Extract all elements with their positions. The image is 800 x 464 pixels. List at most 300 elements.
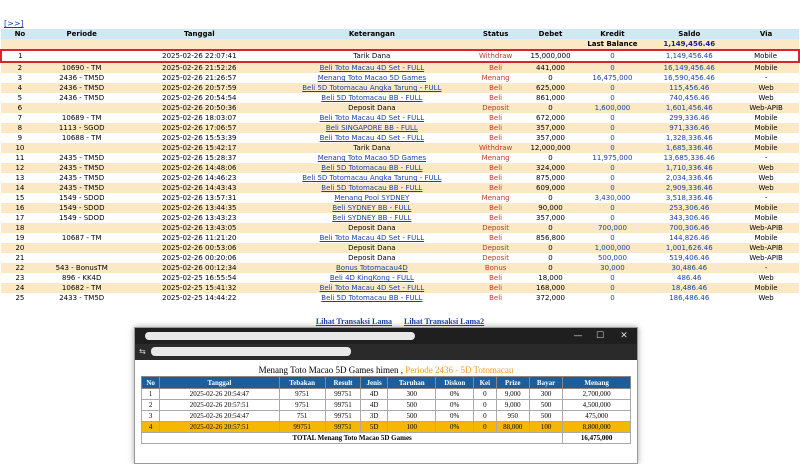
row-status: Beli xyxy=(470,293,522,303)
table-row xyxy=(1,263,799,273)
row-status: Menang xyxy=(470,73,522,83)
row-no: 5 xyxy=(1,93,39,103)
row-status: Withdraw xyxy=(470,50,522,62)
row-tanggal: 2025-02-26 14:46:23 xyxy=(125,173,274,183)
row-saldo: 16,590,456.46 xyxy=(645,73,733,83)
bet-row xyxy=(142,411,631,422)
row-tanggal: 2025-02-26 13:57:31 xyxy=(125,193,274,203)
bet-cell-diskon: 0% xyxy=(436,411,474,422)
row-periode: 1113 - SGOD xyxy=(39,123,125,133)
row-keterangan-link[interactable]: Beli Toto Macau 4D Set - FULL xyxy=(274,133,470,143)
row-no: 11 xyxy=(1,153,39,163)
table-row xyxy=(1,283,799,293)
row-keterangan-link[interactable]: Beli 5D Totomacau BB - FULL xyxy=(274,293,470,303)
row-tanggal: 2025-02-26 15:42:17 xyxy=(125,143,274,153)
row-keterangan: Deposit Dana xyxy=(274,223,470,233)
row-periode: 2436 - TM5D xyxy=(39,83,125,93)
bet-cell-no: 1 xyxy=(142,389,160,400)
row-debet: 0 xyxy=(522,103,580,113)
row-debet: 0 xyxy=(522,253,580,263)
bet-row xyxy=(142,400,631,411)
page-info-icon[interactable]: ⇆ xyxy=(139,347,146,356)
row-via: Mobile xyxy=(733,283,799,293)
bet-col-diskon: Diskon xyxy=(436,377,474,389)
row-debet: 0 xyxy=(522,263,580,273)
row-tanggal: 2025-02-26 11:21:20 xyxy=(125,233,274,243)
row-tanggal: 2025-02-26 13:44:35 xyxy=(125,203,274,213)
bet-cell-kei: 0 xyxy=(474,411,497,422)
row-via: - xyxy=(733,193,799,203)
bet-cell-no: 4 xyxy=(142,422,160,433)
row-tanggal: 2025-02-26 20:50:36 xyxy=(125,103,274,113)
bet-cell-tebakan: 99751 xyxy=(279,422,325,433)
bet-cell-kei: 0 xyxy=(474,400,497,411)
row-kredit: 0 xyxy=(579,173,645,183)
popup-title-main: Menang Toto Macao 5D Games himen , xyxy=(258,365,403,375)
row-saldo: 1,149,456.46 xyxy=(645,50,733,62)
row-kredit: 0 xyxy=(579,123,645,133)
row-kredit: 0 xyxy=(579,50,645,62)
bet-total-value: 16,475,000 xyxy=(563,433,631,444)
row-periode: 2435 - TM5D xyxy=(39,173,125,183)
table-row xyxy=(1,103,799,113)
bet-cell-tanggal: 2025-02-26 20:57:51 xyxy=(160,400,279,411)
row-status: Deposit xyxy=(470,223,522,233)
row-via: Web xyxy=(733,163,799,173)
bet-col-no: No xyxy=(142,377,160,389)
row-via: Mobile xyxy=(733,213,799,223)
old-transactions-2-link[interactable]: Lihat Transaksi Lama2 xyxy=(404,317,485,326)
bet-cell-bayar: 500 xyxy=(529,411,562,422)
row-status: Beli xyxy=(470,233,522,243)
row-keterangan-link[interactable]: Beli 4D KingKong - FULL xyxy=(274,273,470,283)
bet-col-kei: Kei xyxy=(474,377,497,389)
row-periode: 2435 - TM5D xyxy=(39,153,125,163)
row-keterangan-link[interactable]: Beli SYDNEY BB - FULL xyxy=(274,213,470,223)
row-status: Deposit xyxy=(470,243,522,253)
row-status: Beli xyxy=(470,203,522,213)
row-periode: 10690 - TM xyxy=(39,62,125,73)
bet-col-tanggal: Tanggal xyxy=(160,377,279,389)
row-saldo: 1,328,336.46 xyxy=(645,133,733,143)
row-debet: 875,000 xyxy=(522,173,580,183)
row-via: Mobile xyxy=(733,203,799,213)
table-row xyxy=(1,203,799,213)
row-status: Beli xyxy=(470,213,522,223)
bet-cell-tanggal: 2025-02-26 20:54:47 xyxy=(160,411,279,422)
row-no: 4 xyxy=(1,83,39,93)
table-row xyxy=(1,273,799,283)
row-tanggal: 2025-02-26 22:07:41 xyxy=(125,50,274,62)
bet-cell-jenis: 4D xyxy=(361,400,388,411)
row-kredit: 1,600,000 xyxy=(579,103,645,113)
bet-cell-menang: 4,500,000 xyxy=(563,400,631,411)
row-periode: 2436 - TM5D xyxy=(39,93,125,103)
row-saldo: 2,909,336.46 xyxy=(645,183,733,193)
row-kredit: 0 xyxy=(579,93,645,103)
col-no: No xyxy=(1,29,39,39)
minimize-icon[interactable]: — xyxy=(573,331,583,341)
row-via: Mobile xyxy=(733,133,799,143)
row-keterangan-link[interactable]: Menang Toto Macao 5D Games xyxy=(274,73,470,83)
row-keterangan-link[interactable]: Beli Toto Macau 4D Set - FULL xyxy=(274,113,470,123)
row-tanggal: 2025-02-26 14:48:06 xyxy=(125,163,274,173)
bet-cell-bayar: 100 xyxy=(529,422,562,433)
table-row xyxy=(1,163,799,173)
row-tanggal: 2025-02-26 13:43:23 xyxy=(125,213,274,223)
row-saldo: 30,486.46 xyxy=(645,263,733,273)
row-kredit: 0 xyxy=(579,133,645,143)
close-icon[interactable]: ✕ xyxy=(620,331,628,341)
bet-cell-prize: 9,000 xyxy=(496,389,529,400)
row-via: Mobile xyxy=(733,50,799,62)
row-tanggal: 2025-02-26 00:53:06 xyxy=(125,243,274,253)
table-row xyxy=(1,243,799,253)
bet-cell-result: 99751 xyxy=(325,422,360,433)
bet-cell-taruhan: 500 xyxy=(388,411,436,422)
bet-cell-tebakan: 9751 xyxy=(279,389,325,400)
window-title-redacted xyxy=(145,332,415,340)
bet-cell-kei: 0 xyxy=(474,389,497,400)
row-periode: 2435 - TM5D xyxy=(39,163,125,173)
row-saldo: 299,336.46 xyxy=(645,113,733,123)
maximize-icon[interactable]: ☐ xyxy=(595,331,605,341)
row-kredit: 0 xyxy=(579,62,645,73)
row-no: 25 xyxy=(1,293,39,303)
popup-title-periode: Periode 2436 - 5D Totomacau xyxy=(402,365,514,375)
winning-detail-popup xyxy=(134,327,638,464)
row-tanggal: 2025-02-25 15:41:32 xyxy=(125,283,274,293)
row-keterangan-link[interactable]: Beli 5D Totomacau Angka Tarung - FULL xyxy=(274,173,470,183)
row-tanggal: 2025-02-26 00:12:34 xyxy=(125,263,274,273)
row-periode: 1549 - SDOD xyxy=(39,193,125,203)
table-row xyxy=(1,233,799,243)
row-no: 7 xyxy=(1,113,39,123)
row-kredit: 0 xyxy=(579,233,645,243)
row-keterangan-link[interactable]: Menang Toto Macao 5D Games xyxy=(274,153,470,163)
row-tanggal: 2025-02-26 17:06:57 xyxy=(125,123,274,133)
row-status: Menang xyxy=(470,193,522,203)
row-saldo: 1,685,336.46 xyxy=(645,143,733,153)
row-no: 2 xyxy=(1,62,39,73)
bet-cell-jenis: 4D xyxy=(361,389,388,400)
row-no: 6 xyxy=(1,103,39,113)
table-header xyxy=(1,29,799,39)
row-kredit: 0 xyxy=(579,273,645,283)
last-balance-value: 1,149,456.46 xyxy=(645,39,733,50)
bet-cell-menang: 8,800,000 xyxy=(563,422,631,433)
row-saldo: 971,336.46 xyxy=(645,123,733,133)
row-periode xyxy=(39,143,125,153)
bet-cell-no: 3 xyxy=(142,411,160,422)
row-keterangan-link[interactable]: Bonus Totomacau4D xyxy=(274,263,470,273)
row-via: Web-APIB xyxy=(733,223,799,233)
row-debet: 0 xyxy=(522,153,580,163)
row-no: 18 xyxy=(1,223,39,233)
row-debet: 168,000 xyxy=(522,283,580,293)
col-tanggal: Tanggal xyxy=(125,29,274,39)
row-periode: 896 - KK4D xyxy=(39,273,125,283)
bet-cell-no: 2 xyxy=(142,400,160,411)
row-status: Beli xyxy=(470,183,522,193)
bet-col-taruhan: Taruhan xyxy=(388,377,436,389)
table-row xyxy=(1,293,799,303)
col-via: Via xyxy=(733,29,799,39)
bet-col-jenis: Jenis xyxy=(361,377,388,389)
row-saldo: 186,486.46 xyxy=(645,293,733,303)
row-keterangan-link[interactable]: Beli 5D Totomacau Angka Tarung - FULL xyxy=(274,83,470,93)
row-status: Deposit xyxy=(470,103,522,113)
history-links xyxy=(0,317,800,326)
row-kredit: 0 xyxy=(579,113,645,123)
row-saldo: 16,149,456.46 xyxy=(645,62,733,73)
col-keterangan: Keterangan xyxy=(274,29,470,39)
bet-col-tebakan: Tebakan xyxy=(279,377,325,389)
bet-cell-diskon: 0% xyxy=(436,389,474,400)
row-via: Web-APIB xyxy=(733,243,799,253)
bet-cell-result: 99751 xyxy=(325,411,360,422)
row-periode: 10687 - TM xyxy=(39,233,125,243)
bet-cell-taruhan: 100 xyxy=(388,422,436,433)
row-periode xyxy=(39,50,125,62)
row-no: 10 xyxy=(1,143,39,153)
row-tanggal: 2025-02-26 18:03:07 xyxy=(125,113,274,123)
row-no: 21 xyxy=(1,253,39,263)
row-keterangan-link[interactable]: Beli Toto Macau 4D Set - FULL xyxy=(274,233,470,243)
row-no: 3 xyxy=(1,73,39,83)
row-tanggal: 2025-02-26 00:20:06 xyxy=(125,253,274,263)
row-via: Mobile xyxy=(733,113,799,123)
row-debet: 357,000 xyxy=(522,213,580,223)
row-keterangan: Tarik Dana xyxy=(274,143,470,153)
row-debet: 90,000 xyxy=(522,203,580,213)
row-debet: 0 xyxy=(522,193,580,203)
table-row xyxy=(1,253,799,263)
row-no: 16 xyxy=(1,203,39,213)
row-status: Beli xyxy=(470,173,522,183)
row-kredit: 11,975,000 xyxy=(579,153,645,163)
row-via: Web xyxy=(733,183,799,193)
row-keterangan-link[interactable]: Beli 5D Totomacau BB - FULL xyxy=(274,93,470,103)
next-page-link[interactable]: [>>] xyxy=(4,19,24,28)
bet-cell-tanggal: 2025-02-26 20:54:47 xyxy=(160,389,279,400)
bet-cell-taruhan: 300 xyxy=(388,389,436,400)
row-tanggal: 2025-02-26 21:26:57 xyxy=(125,73,274,83)
window-titlebar xyxy=(135,328,637,344)
row-keterangan-link[interactable]: Beli 5D Totomacau BB - FULL xyxy=(274,163,470,173)
row-via: Web xyxy=(733,173,799,183)
transaction-table xyxy=(0,29,800,303)
row-debet: 0 xyxy=(522,243,580,253)
col-debet: Debet xyxy=(522,29,580,39)
bet-header xyxy=(142,377,631,389)
row-periode: 1549 - SDOD xyxy=(39,213,125,223)
row-no: 8 xyxy=(1,123,39,133)
row-via: - xyxy=(733,73,799,83)
row-status: Menang xyxy=(470,153,522,163)
address-bar xyxy=(135,344,637,360)
row-saldo: 18,486.46 xyxy=(645,283,733,293)
table-row xyxy=(1,133,799,143)
last-balance-label: Last Balance xyxy=(579,39,645,50)
row-via: Web xyxy=(733,93,799,103)
row-keterangan-link[interactable]: Menang Pool SYDNEY xyxy=(274,193,470,203)
row-saldo: 343,306.46 xyxy=(645,213,733,223)
row-keterangan-link[interactable]: Beli Toto Macau 4D Set - FULL xyxy=(274,62,470,73)
row-periode xyxy=(39,253,125,263)
row-no: 9 xyxy=(1,133,39,143)
bet-cell-tebakan: 9751 xyxy=(279,400,325,411)
row-debet: 0 xyxy=(522,73,580,83)
row-kredit: 16,475,000 xyxy=(579,73,645,83)
bet-cell-diskon: 0% xyxy=(436,422,474,433)
row-debet: 856,800 xyxy=(522,233,580,243)
row-tanggal: 2025-02-26 15:53:39 xyxy=(125,133,274,143)
row-periode: 2433 - TM5D xyxy=(39,293,125,303)
row-periode: 1549 - SDOD xyxy=(39,203,125,213)
row-saldo: 1,710,336.46 xyxy=(645,163,733,173)
row-periode: 10688 - TM xyxy=(39,133,125,143)
col-status: Status xyxy=(470,29,522,39)
row-via: - xyxy=(733,263,799,273)
row-no: 23 xyxy=(1,273,39,283)
bet-col-prize: Prize xyxy=(496,377,529,389)
row-no: 1 xyxy=(1,50,39,62)
row-via: Mobile xyxy=(733,123,799,133)
row-status: Deposit xyxy=(470,253,522,263)
table-row xyxy=(1,183,799,193)
row-tanggal: 2025-02-26 20:54:54 xyxy=(125,93,274,103)
row-keterangan-link[interactable]: Beli SINGAPORE BB - FULL xyxy=(274,123,470,133)
table-row xyxy=(1,153,799,163)
row-tanggal: 2025-02-26 20:57:59 xyxy=(125,83,274,93)
popup-title xyxy=(135,365,637,375)
table-row xyxy=(1,123,799,133)
bet-total-label: TOTAL Menang Toto Macao 5D Games xyxy=(142,433,563,444)
table-row xyxy=(1,50,799,62)
row-keterangan: Deposit Dana xyxy=(274,253,470,263)
row-debet: 15,000,000 xyxy=(522,50,580,62)
table-row xyxy=(1,193,799,203)
bet-detail-table xyxy=(141,376,631,444)
row-via: Web xyxy=(733,293,799,303)
row-periode: 2435 - TM5D xyxy=(39,183,125,193)
row-kredit: 0 xyxy=(579,213,645,223)
row-kredit: 0 xyxy=(579,183,645,193)
row-status: Beli xyxy=(470,113,522,123)
bet-cell-prize: 9,000 xyxy=(496,400,529,411)
bet-col-bayar: Bayar xyxy=(529,377,562,389)
row-no: 15 xyxy=(1,193,39,203)
row-via: Web xyxy=(733,273,799,283)
row-debet: 12,000,000 xyxy=(522,143,580,153)
old-transactions-link[interactable]: Lihat Transaksi Lama xyxy=(315,317,392,326)
row-saldo: 13,685,336.46 xyxy=(645,153,733,163)
row-keterangan-link[interactable]: Beli SYDNEY BB - FULL xyxy=(274,203,470,213)
table-row xyxy=(1,113,799,123)
table-row xyxy=(1,223,799,233)
row-saldo: 115,456.46 xyxy=(645,83,733,93)
row-via: Mobile xyxy=(733,143,799,153)
row-kredit: 500,000 xyxy=(579,253,645,263)
row-no: 19 xyxy=(1,233,39,243)
row-periode: 10689 - TM xyxy=(39,113,125,123)
row-saldo: 1,001,626.46 xyxy=(645,243,733,253)
bet-cell-bayar: 300 xyxy=(529,389,562,400)
table-row xyxy=(1,173,799,183)
row-periode xyxy=(39,243,125,253)
table-row xyxy=(1,83,799,93)
row-saldo: 486.46 xyxy=(645,273,733,283)
row-periode xyxy=(39,103,125,113)
row-keterangan-link[interactable]: Beli 5D Totomacau BB - FULL xyxy=(274,183,470,193)
row-kredit: 1,000,000 xyxy=(579,243,645,253)
row-saldo: 700,306.46 xyxy=(645,223,733,233)
row-saldo: 740,456.46 xyxy=(645,93,733,103)
bet-cell-jenis: 5D xyxy=(361,422,388,433)
row-saldo: 519,406.46 xyxy=(645,253,733,263)
row-debet: 441,000 xyxy=(522,62,580,73)
row-kredit: 3,430,000 xyxy=(579,193,645,203)
row-debet: 357,000 xyxy=(522,123,580,133)
row-via: Mobile xyxy=(733,62,799,73)
row-kredit: 0 xyxy=(579,283,645,293)
row-debet: 372,000 xyxy=(522,293,580,303)
col-periode: Periode xyxy=(39,29,125,39)
row-debet: 625,000 xyxy=(522,83,580,93)
row-kredit: 0 xyxy=(579,143,645,153)
col-saldo: Saldo xyxy=(645,29,733,39)
table-row xyxy=(1,93,799,103)
row-keterangan: Tarik Dana xyxy=(274,50,470,62)
row-keterangan-link[interactable]: Beli Toto Macau 4D Set - FULL xyxy=(274,283,470,293)
row-debet: 357,000 xyxy=(522,133,580,143)
table-row xyxy=(1,143,799,153)
popup-content xyxy=(135,360,637,463)
row-kredit: 30,000 xyxy=(579,263,645,273)
row-saldo: 3,518,336.46 xyxy=(645,193,733,203)
row-tanggal: 2025-02-25 14:44:22 xyxy=(125,293,274,303)
bet-cell-menang: 475,000 xyxy=(563,411,631,422)
row-status: Beli xyxy=(470,283,522,293)
row-kredit: 700,000 xyxy=(579,223,645,233)
row-saldo: 1,601,456.46 xyxy=(645,103,733,113)
row-status: Beli xyxy=(470,163,522,173)
bet-cell-menang: 2,700,000 xyxy=(563,389,631,400)
bet-row xyxy=(142,389,631,400)
row-status: Withdraw xyxy=(470,143,522,153)
bet-col-menang: Menang xyxy=(563,377,631,389)
table-row xyxy=(1,213,799,223)
row-via: Web-APIB xyxy=(733,103,799,113)
row-saldo: 2,034,336.46 xyxy=(645,173,733,183)
row-saldo: 144,826.46 xyxy=(645,233,733,243)
row-status: Bonus xyxy=(470,263,522,273)
bet-col-result: Result xyxy=(325,377,360,389)
row-debet: 672,000 xyxy=(522,113,580,123)
bet-cell-diskon: 0% xyxy=(436,400,474,411)
row-via: Web-APIB xyxy=(733,253,799,263)
row-keterangan: Deposit Dana xyxy=(274,243,470,253)
row-tanggal: 2025-02-26 14:43:43 xyxy=(125,183,274,193)
row-periode xyxy=(39,223,125,233)
row-no: 13 xyxy=(1,173,39,183)
row-status: Beli xyxy=(470,133,522,143)
url-redacted[interactable] xyxy=(151,347,351,356)
last-balance-row xyxy=(1,39,799,50)
row-debet: 18,000 xyxy=(522,273,580,283)
bet-cell-kei: 0 xyxy=(474,422,497,433)
